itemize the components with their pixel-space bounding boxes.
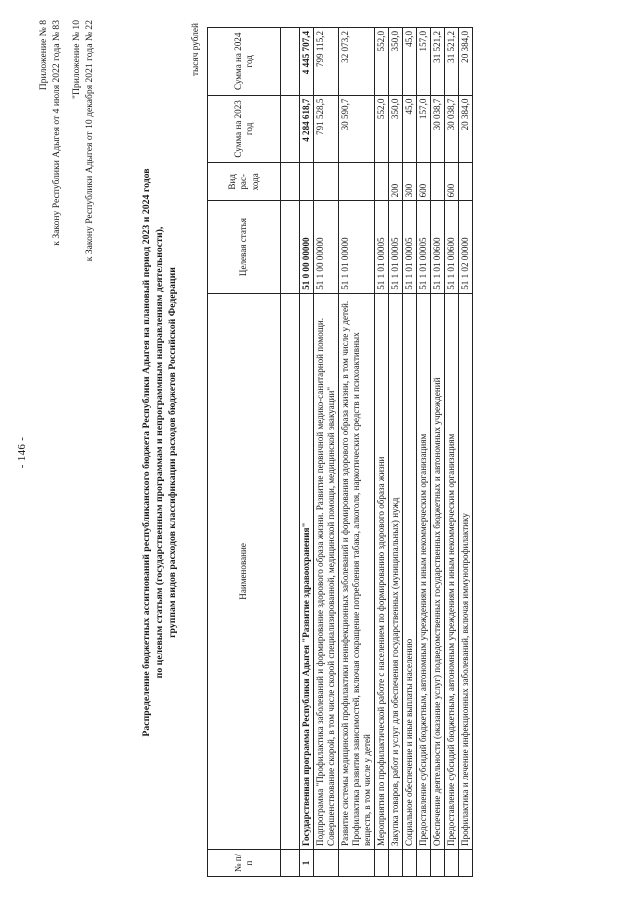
title-line: по целевым статьям (государственным программам и непрограммным направлениям деятельности), (154, 226, 165, 679)
annex-header (38, 20, 96, 261)
row-name: Предоставление субсидий бюджетным, автономным учреждениям и иным некоммерческим организациям (445, 293, 459, 849)
row-target-code: 51 0 00 00000 (300, 201, 314, 293)
table-row (375, 28, 389, 877)
row-sum-2023: 157,0 (417, 95, 431, 163)
row-sum-2023: 791 528,5 (314, 95, 339, 163)
header-sum-2023: Сумма на 2023 год (208, 95, 281, 163)
row-sum-2023: 552,0 (375, 95, 389, 163)
row-number: 1 (300, 849, 314, 876)
row-number (314, 849, 339, 876)
row-target-code: 51 1 01 00005 (417, 201, 431, 293)
annex-line: Приложение № 8 (38, 20, 49, 91)
annex-line: к Закону Республики Адыгея от 10 декабря 2021 года № 22 (83, 20, 95, 262)
header-sum-2024: Сумма на 2024 год (208, 28, 281, 96)
table-row (314, 28, 339, 877)
row-sum-2023: 4 284 618,7 (300, 95, 314, 163)
title-line: Распределение бюджетных ассигнований республиканского бюджета Республики Адыгея на плановый период 2023 и 2024 годов (141, 168, 152, 737)
row-target-code: 51 1 01 00600 (445, 201, 459, 293)
document-title (140, 0, 179, 905)
row-target-code: 51 1 01 00005 (375, 201, 389, 293)
row-name: Государственная программа Республики Адыгея "Развитие здравоохранения" (300, 293, 314, 849)
row-number (403, 849, 417, 876)
row-expense-kind: 300 (403, 163, 417, 201)
table-body (300, 28, 473, 877)
row-expense-kind (459, 163, 473, 201)
page-number: - 146 - (16, 436, 28, 469)
row-sum-2023: 20 384,0 (459, 95, 473, 163)
header-num: № п/п (208, 849, 281, 876)
row-expense-kind (375, 163, 389, 201)
row-name: Обеспечение деятельности (оказание услуг) подведомственных государственных бюджетных и автономных учреждений (431, 293, 445, 849)
row-sum-2024: 31 521,2 (445, 28, 459, 96)
table-row (389, 28, 403, 877)
row-expense-kind: 600 (417, 163, 431, 201)
row-sum-2024: 32 073,2 (339, 28, 375, 96)
row-number (431, 849, 445, 876)
header-kind: Вид рас-хода (208, 163, 281, 201)
row-sum-2024: 350,0 (389, 28, 403, 96)
header-name: Наименование (208, 293, 281, 849)
title-line: группам видов расходов классификации расходов бюджетов Российской Федерации (167, 267, 178, 638)
row-target-code: 51 1 01 00005 (403, 201, 417, 293)
row-name: Профилактика и лечение инфекционных заболеваний, включая иммунопрофилактику (459, 293, 473, 849)
row-sum-2024: 31 521,2 (431, 28, 445, 96)
row-sum-2023: 30 038,7 (445, 95, 459, 163)
annex-line: к Закону Республики Адыгея от 4 июля 2022 года № 83 (50, 20, 62, 246)
row-number (389, 849, 403, 876)
row-number (459, 849, 473, 876)
row-expense-kind (300, 163, 314, 201)
row-expense-kind: 200 (389, 163, 403, 201)
row-sum-2024: 20 384,0 (459, 28, 473, 96)
row-expense-kind (339, 163, 375, 201)
row-number (445, 849, 459, 876)
row-sum-2024: 45,0 (403, 28, 417, 96)
row-name: Подпрограмма "Профилактика заболеваний и формирование здорового образа жизни. Развитие первичной медико-санитарной помощи. Совершенствование скорой, в том числе скорой специализированной, медицинской помощи, медицинской эвакуации" (314, 293, 339, 849)
row-sum-2023: 30 038,7 (431, 95, 445, 163)
table-row (417, 28, 431, 877)
row-sum-2023: 30 590,7 (339, 95, 375, 163)
row-name: Развитие системы медицинской профилактики неинфекционных заболеваний и формирования здорового образа жизни, в том числе у детей. Профилактика развития зависимостей, включая сокращение потребления табака, алкоголя, наркотических средств и психоактивных веществ, в том числе у детей (339, 293, 375, 849)
row-sum-2024: 799 115,2 (314, 28, 339, 96)
row-target-code: 51 1 02 00000 (459, 201, 473, 293)
table-row (459, 28, 473, 877)
units-label: тысяч рублей (191, 23, 201, 77)
row-number (339, 849, 375, 876)
row-name: Социальное обеспечение и иные выплаты населению (403, 293, 417, 849)
row-expense-kind: 600 (445, 163, 459, 201)
table-row (300, 28, 314, 877)
row-number (375, 849, 389, 876)
row-sum-2023: 45,0 (403, 95, 417, 163)
row-sum-2023: 350,0 (389, 95, 403, 163)
row-number (417, 849, 431, 876)
row-target-code: 51 1 00 00000 (314, 201, 339, 293)
header-target: Целевая статья (208, 201, 281, 293)
table-row (403, 28, 417, 877)
row-name: Предоставление субсидий бюджетным, автономным учреждениям и иным некоммерческим организациям (417, 293, 431, 849)
row-target-code: 51 1 01 00600 (431, 201, 445, 293)
row-target-code: 51 1 01 00000 (339, 201, 375, 293)
row-sum-2024: 552,0 (375, 28, 389, 96)
table-row (339, 28, 375, 877)
row-name: Закупка товаров, работ и услуг для обеспечения государственных (муниципальных) нужд (389, 293, 403, 849)
row-expense-kind (431, 163, 445, 201)
row-name: Мероприятия по профилактической работе с населением по формированию здорового образа жизни (375, 293, 389, 849)
annex-line: "Приложение № 10 (71, 20, 82, 99)
row-sum-2024: 4 445 707,4 (300, 28, 314, 96)
budget-table (207, 27, 473, 877)
row-target-code: 51 1 01 00005 (389, 201, 403, 293)
table-row (445, 28, 459, 877)
row-expense-kind (314, 163, 339, 201)
row-sum-2024: 157,0 (417, 28, 431, 96)
table-row (431, 28, 445, 877)
